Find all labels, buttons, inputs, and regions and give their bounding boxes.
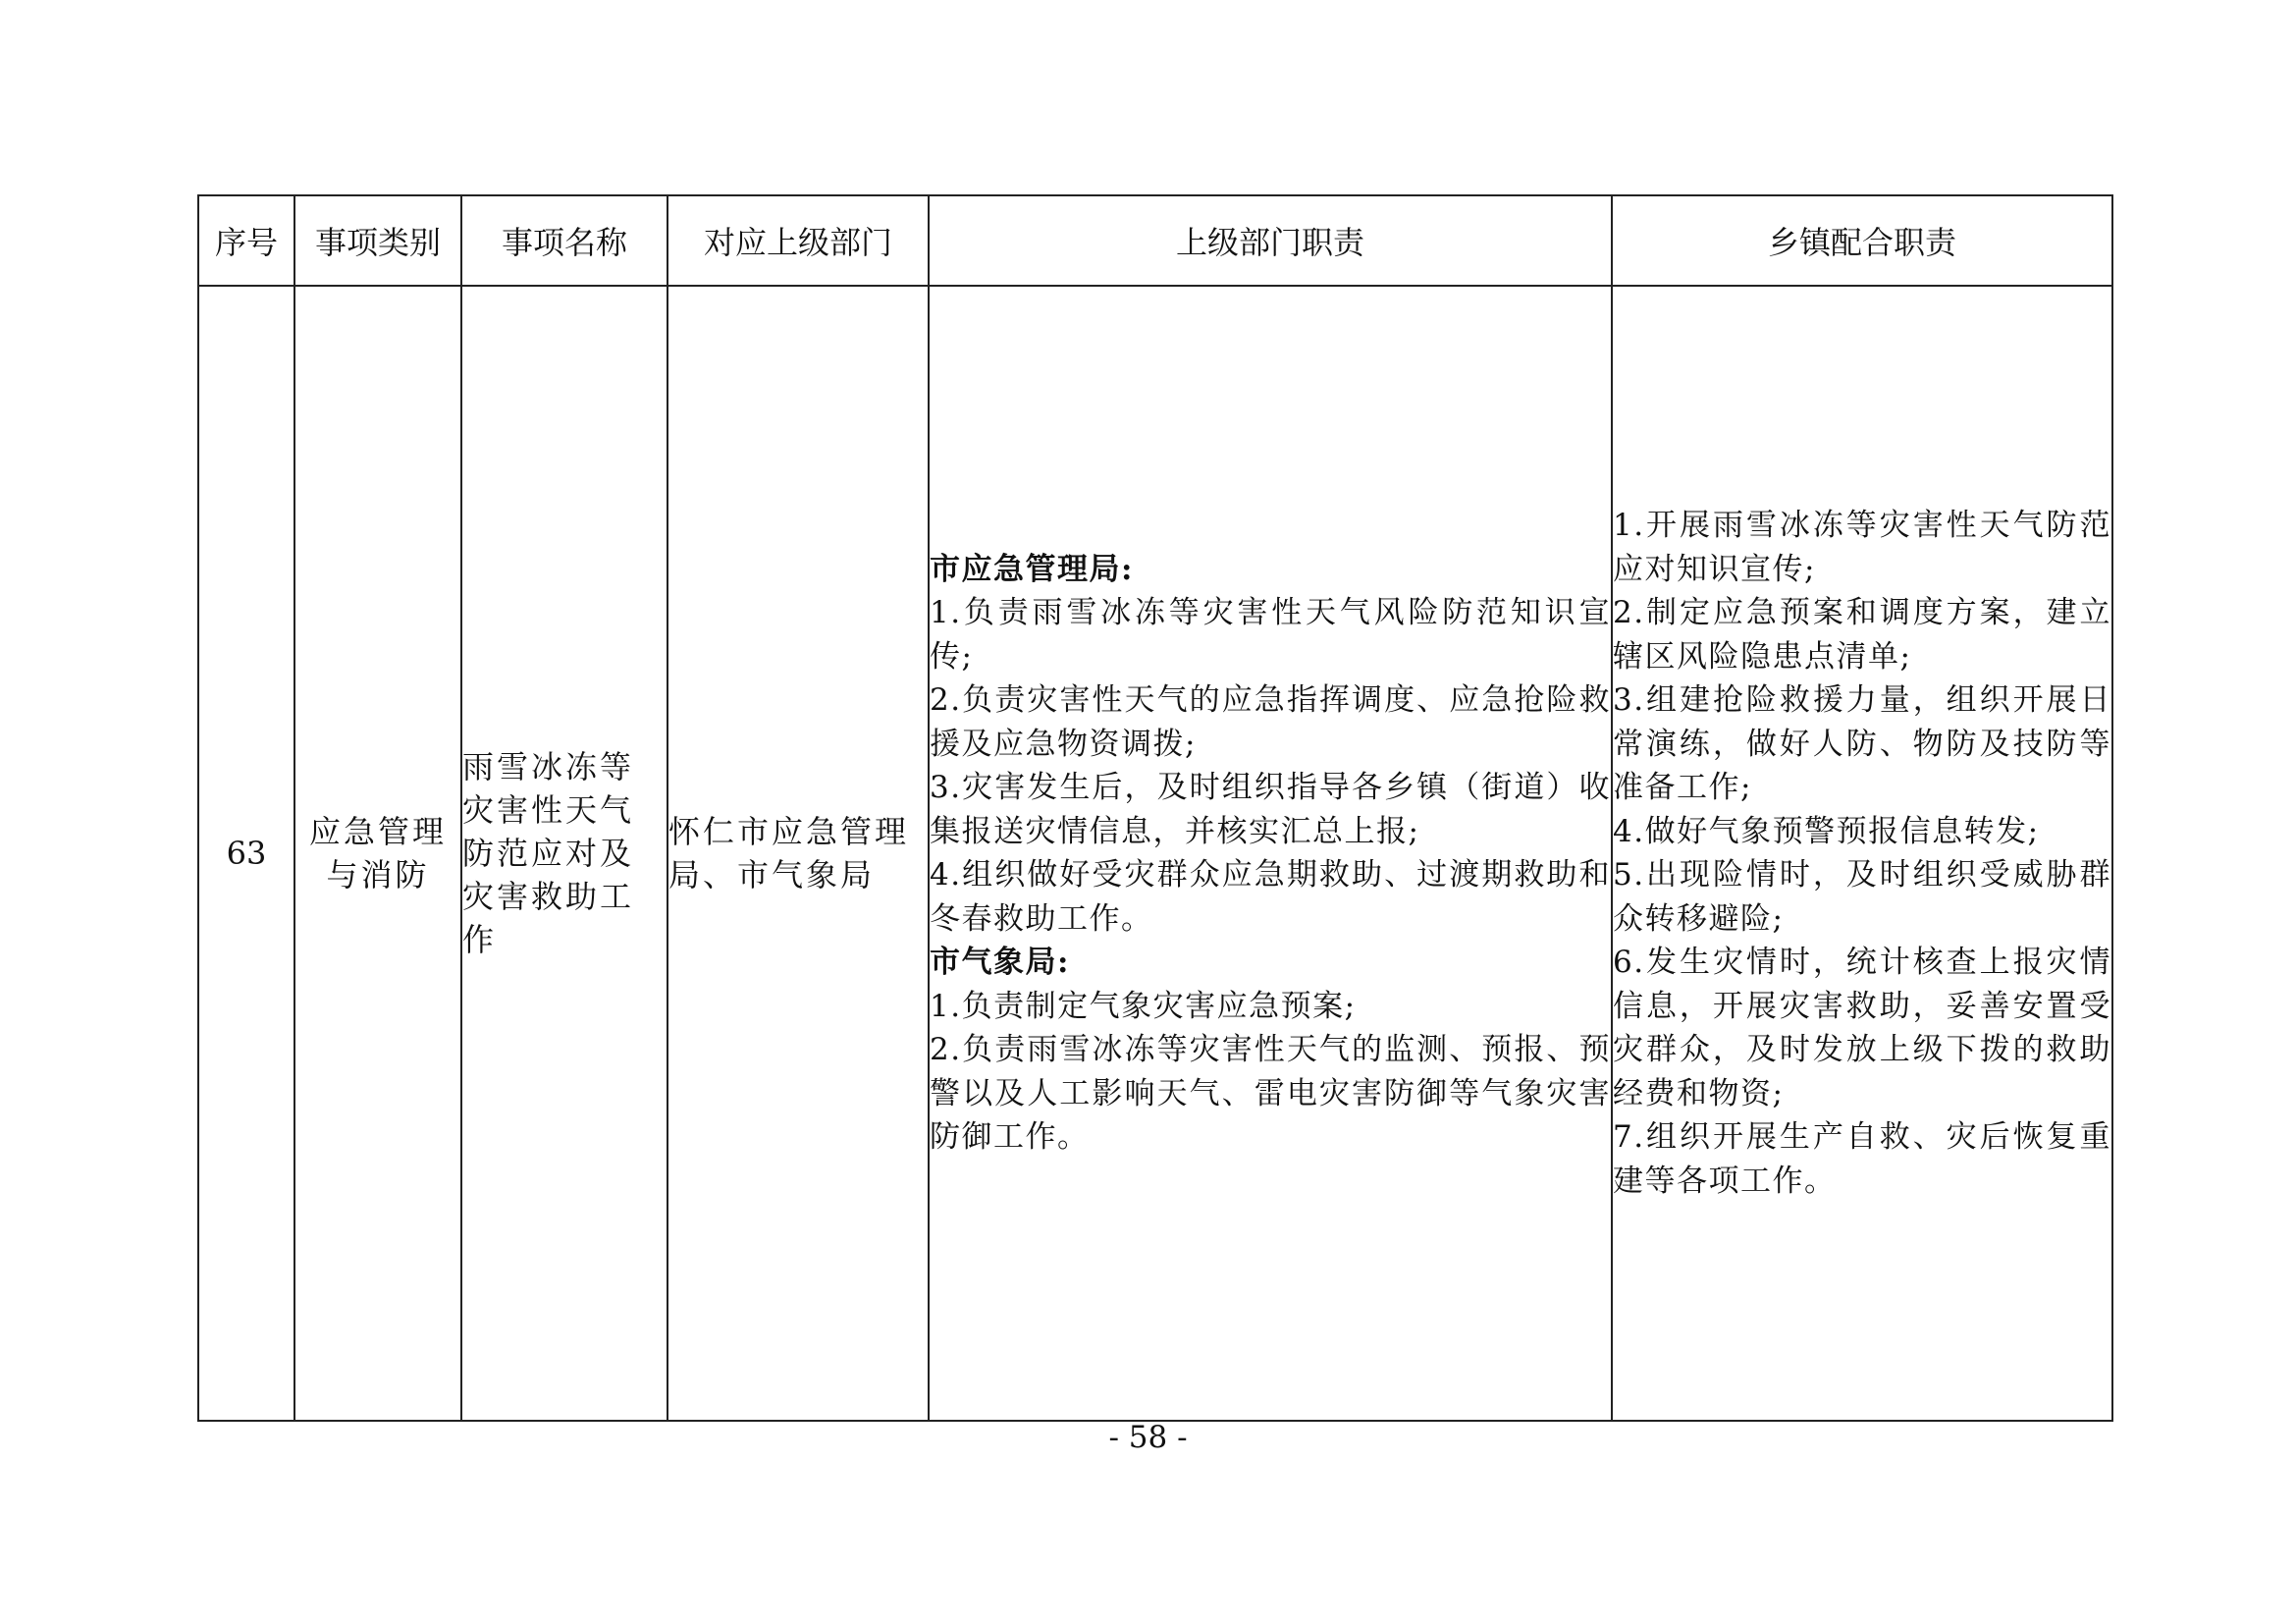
row-item-name: 雨雪冰冻等灾害性天气防范应对及灾害救助工作 (461, 286, 667, 1421)
duty-item: 4.组织做好受灾群众应急期救助、过渡期救助和冬春救助工作。 (930, 857, 1611, 937)
township-duty-item: 3.组建抢险救援力量，组织开展日常演练，做好人防、物防及技防等准备工作; (1613, 682, 2111, 805)
responsibility-table (197, 194, 2113, 1422)
township-duty-item: 4.做好气象预警预报信息转发; (1613, 813, 2040, 849)
header-township-duties: 乡镇配合职责 (1612, 195, 2112, 286)
row-number: 63 (198, 286, 294, 1421)
table-header-row (198, 195, 2112, 286)
township-duty-item: 1.开展雨雪冰冻等灾害性天气防范应对知识宣传; (1613, 508, 2111, 587)
header-item-name: 事项名称 (461, 195, 667, 286)
row-category: 应急管理与消防 (294, 286, 461, 1421)
duty-item: 1.负责制定气象灾害应急预案; (930, 988, 1357, 1024)
township-duty-item: 6.发生灾情时，统计核查上报灾情信息，开展灾害救助，妥善安置受灾群众，及时发放上级下拨的救助经费和物资; (1613, 945, 2111, 1111)
duty-item: 2.负责灾害性天气的应急指挥调度、应急抢险救援及应急物资调拨; (930, 682, 1611, 762)
row-township-duties (1612, 286, 2112, 1421)
duty-section-title: 市应急管理局: (930, 551, 1134, 587)
duty-item: 1.负责雨雪冰冻等灾害性天气风险防范知识宣传; (930, 595, 1611, 675)
township-duty-item: 7.组织开展生产自救、灾后恢复重建等各项工作。 (1613, 1119, 2111, 1199)
header-department-duties: 上级部门职责 (929, 195, 1612, 286)
township-duty-item: 5.出现险情时，及时组织受威胁群众转移避险; (1613, 857, 2111, 937)
row-department-duties (929, 286, 1612, 1421)
township-duty-item: 2.制定应急预案和调度方案，建立辖区风险隐患点清单; (1613, 595, 2111, 675)
row-department: 怀仁市应急管理局、市气象局 (667, 286, 929, 1421)
table-row (198, 286, 2112, 1421)
duty-item: 2.负责雨雪冰冻等灾害性天气的监测、预报、预警以及人工影响天气、雷电灾害防御等气象灾害防御工作。 (930, 1032, 1611, 1155)
header-department: 对应上级部门 (667, 195, 929, 286)
page-number: - 58 - (1108, 1420, 1188, 1455)
header-number: 序号 (198, 195, 294, 286)
duty-item: 3.灾害发生后，及时组织指导各乡镇（街道）收集报送灾情信息，并核实汇总上报; (930, 770, 1611, 849)
duty-section-title: 市气象局: (930, 945, 1070, 980)
header-category: 事项类别 (294, 195, 461, 286)
